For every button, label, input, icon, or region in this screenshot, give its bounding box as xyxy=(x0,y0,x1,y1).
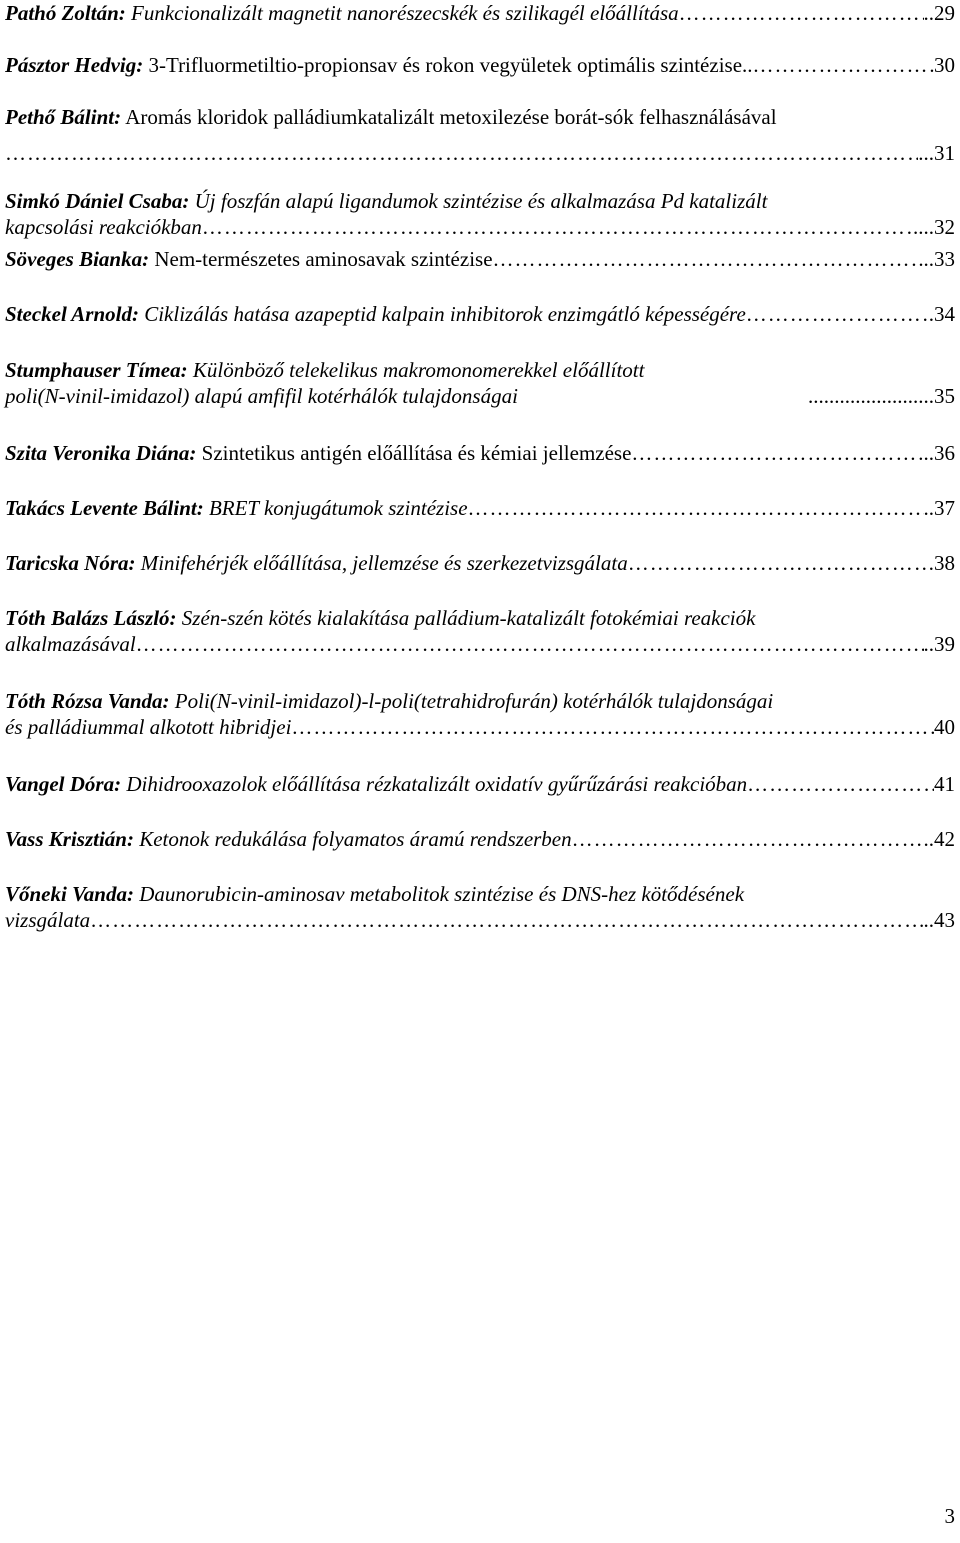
dot-leader xyxy=(291,714,934,740)
entry-title: Nem-természetes aminosavak szintézise xyxy=(154,247,493,271)
dot-leader xyxy=(747,771,934,797)
entry-author: Tóth Balázs László: xyxy=(5,606,177,630)
dot-leader xyxy=(746,301,929,327)
entry-title: Poli(N-vinil-imidazol)-l-poli(tetrahidrofurán) kotérhálók tulajdonságai xyxy=(174,689,774,713)
entry-page: .34 xyxy=(928,302,955,326)
entry-title: BRET konjugátumok szintézise xyxy=(208,496,468,520)
entry-author: Pathó Zoltán: xyxy=(5,1,126,25)
entry-page: ..39 xyxy=(923,632,955,656)
entry-author: Tóth Rózsa Vanda: xyxy=(5,689,170,713)
toc-entry xyxy=(5,771,955,797)
toc-entry xyxy=(5,495,955,521)
entry-title: Új foszfán alapú ligandumok szintézise és alkalmazása Pd katalizált xyxy=(194,189,768,213)
entry-title: Funkcionalizált magnetit nanorészecskék és szilikagél előállítása xyxy=(131,1,679,25)
toc-entry xyxy=(5,881,955,933)
dot-leader xyxy=(90,907,923,933)
entry-title-continued: kapcsolási reakciókban xyxy=(5,215,202,239)
entry-title-continued: alkalmazásával xyxy=(5,632,136,656)
entry-page: ..43 xyxy=(923,908,955,932)
entry-title: Szintetikus antigén előállítása és kémiai jellemzése xyxy=(201,441,632,465)
entry-page: ..33 xyxy=(923,247,955,271)
entry-author: Pethő Bálint: xyxy=(5,105,122,129)
toc-entry xyxy=(5,104,955,166)
entry-title-continued: vizsgálata xyxy=(5,908,91,932)
toc-entry xyxy=(5,605,955,657)
entry-page: ....32 xyxy=(913,215,955,239)
dot-leader xyxy=(468,495,924,521)
dot-leader xyxy=(136,631,924,657)
dot-leader xyxy=(202,214,913,240)
entry-title: 3-Trifluormetiltio-propionsav és rokon vegyületek optimális szintézise.. xyxy=(148,53,753,77)
entry-author: Vőneki Vanda: xyxy=(5,882,134,906)
toc-entry xyxy=(5,550,955,576)
page-number: 3 xyxy=(944,1504,955,1528)
entry-page: 30 xyxy=(934,53,955,77)
entry-title: Különböző telekelikus makromonomerekkel előállított xyxy=(192,358,645,382)
entry-page: ........................35 xyxy=(808,384,955,408)
dot-leader xyxy=(493,246,924,272)
dot-leader xyxy=(572,826,924,852)
dot-leader xyxy=(628,550,934,576)
entry-page: ..42 xyxy=(923,827,955,851)
entry-page: ..37 xyxy=(923,496,955,520)
entry-author: Steckel Arnold: xyxy=(5,302,139,326)
entry-author: Vass Krisztián: xyxy=(5,827,134,851)
entry-title: Minifehérjék előállítása, jellemzése és szerkezetvizsgálata xyxy=(140,551,628,575)
entry-title: Szén-szén kötés kialakítása palládium-katalizált fotokémiai reakciók xyxy=(181,606,756,630)
entry-title: Aromás kloridok palládiumkatalizált metoxilezése borát-sók felhasználásával xyxy=(125,105,777,129)
entry-author: Szita Veronika Diána: xyxy=(5,441,197,465)
entry-title-continued: és palládiummal alkotott hibridjei xyxy=(5,715,292,739)
entry-author: Vangel Dóra: xyxy=(5,772,122,796)
entry-title: Dihidrooxazolok előállítása rézkatalizált oxidatív gyűrűzárási reakcióban xyxy=(126,772,748,796)
dot-leader xyxy=(753,52,934,78)
entry-author: Stumphauser Tímea: xyxy=(5,358,188,382)
entry-page: 38 xyxy=(934,551,955,575)
entry-page: 40 xyxy=(934,715,955,739)
entry-author: Takács Levente Bálint: xyxy=(5,496,204,520)
dot-leader xyxy=(631,440,923,466)
entry-title-continued: poli(N-vinil-imidazol) alapú amfifil kotérhálók tulajdonságai xyxy=(5,384,518,408)
entry-title: Ketonok redukálása folyamatos áramú rendszerben xyxy=(139,827,572,851)
entry-page: ..36 xyxy=(923,441,955,465)
toc-entry xyxy=(5,188,955,240)
toc-entry xyxy=(5,688,955,740)
toc-entry xyxy=(5,52,955,78)
toc-entry xyxy=(5,826,955,852)
entry-page: ..29 xyxy=(923,1,955,25)
entry-author: Pásztor Hedvig: xyxy=(5,53,144,77)
entry-title: Daunorubicin-aminosav metabolitok szintézise és DNS-hez kötődésének xyxy=(139,882,745,906)
entry-author: Taricska Nóra: xyxy=(5,551,136,575)
entry-page: ...31 xyxy=(918,141,955,165)
entry-author: Simkó Dániel Csaba: xyxy=(5,189,190,213)
toc-entry xyxy=(5,301,955,327)
toc-entry xyxy=(5,357,955,409)
dot-leader xyxy=(679,0,924,26)
entry-title: Ciklizálás hatása azapeptid kalpain inhibitorok enzimgátló képességére xyxy=(144,302,746,326)
entry-author: Söveges Bianka: xyxy=(5,247,150,271)
toc-entry xyxy=(5,0,955,26)
toc-entry xyxy=(5,440,955,466)
toc-entry xyxy=(5,246,955,272)
dot-leader xyxy=(5,140,918,166)
entry-page: 41 xyxy=(934,772,955,796)
